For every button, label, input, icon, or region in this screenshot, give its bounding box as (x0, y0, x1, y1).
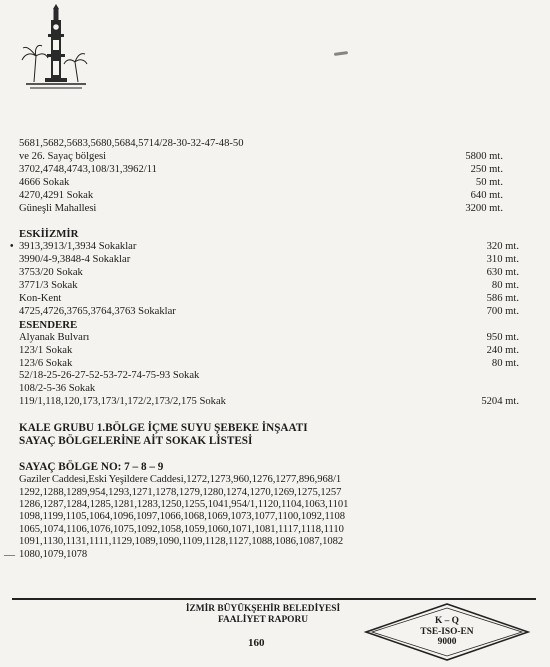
section-heading: ESKİİZMİR (19, 228, 79, 241)
list-row (19, 241, 519, 254)
length-value: 5204 mt. (481, 396, 519, 408)
kale-title-line-2: SAYAÇ BÖLGELERİNE AİT SOKAK LİSTESİ (19, 435, 253, 448)
footer-rule (12, 598, 536, 600)
street-label: 119/1,118,120,173,173/1,172/2,173/2,175 Sokak (19, 396, 226, 408)
list-row (19, 267, 519, 280)
list-row (19, 332, 519, 345)
margin-mark: • (10, 241, 14, 252)
street-line: 1080,1079,1078 (19, 548, 88, 560)
list-row (19, 306, 519, 319)
street-label: 5681,5682,5683,5680,5684,5714/28-30-32-47-48-50 (19, 138, 244, 149)
list-row (19, 383, 519, 396)
street-number-list (19, 474, 504, 561)
list-row (19, 138, 519, 151)
street-label: 123/6 Sokak (19, 357, 73, 369)
list-row (19, 293, 519, 306)
section-1-list (19, 138, 519, 215)
list-row (19, 164, 519, 177)
section-heading: ESENDERE (19, 318, 78, 331)
length-value (439, 383, 519, 396)
length-value: 250 mt. (470, 163, 503, 175)
street-label: 52/18-25-26-27-52-53-72-74-75-93 Sokak (19, 370, 200, 382)
length-value: 80 mt. (491, 357, 519, 369)
street-label: Kon-Kent (19, 292, 62, 304)
length-value: 5800 mt. (465, 150, 503, 162)
length-value (423, 138, 519, 151)
list-row (19, 151, 519, 164)
list-row (19, 370, 519, 383)
quality-badge-text (362, 616, 532, 648)
length-value: 640 mt. (470, 189, 503, 201)
length-value: 3200 mt. (465, 202, 503, 214)
length-value: 50 mt. (475, 176, 503, 188)
length-value: 950 mt. (486, 331, 519, 343)
badge-line-3: 9000 (437, 637, 457, 647)
footer-org-line-1: İZMİR BÜYÜKŞEHİR BELEDİYESİ (185, 604, 341, 614)
length-value: 700 mt. (486, 305, 519, 317)
badge-line-2: TSE-ISO-EN (420, 626, 474, 637)
length-value: 240 mt. (486, 344, 519, 356)
margin-dash: — (4, 549, 15, 561)
street-line: 1091,1130,1131,1111,1129,1089,1090,1109,1128,1127,1088,1086,1087,1082 (19, 536, 344, 548)
street-label: 4666 Sokak (19, 176, 70, 188)
street-line: 1292,1288,1289,954,1293,1271,1278,1279,1280,1274,1270,1269,1275,1257 (19, 486, 342, 498)
list-row (19, 280, 519, 293)
footer-org (168, 604, 358, 626)
street-label: 3913,3913/1,3934 Sokaklar (19, 241, 137, 253)
length-value: 80 mt. (491, 280, 519, 292)
length-value: 310 mt. (486, 254, 519, 266)
clock-tower-logo-icon (20, 4, 88, 92)
kale-section (19, 422, 519, 561)
list-row (19, 396, 519, 409)
list-row (19, 254, 519, 267)
list-row (19, 177, 519, 190)
street-label: Alyanak Bulvarı (19, 331, 90, 343)
length-value (439, 370, 519, 383)
section-3-list (19, 319, 519, 409)
street-label: 3990/4-9,3848-4 Sokaklar (19, 254, 131, 266)
length-value: 320 mt. (486, 241, 519, 253)
list-row (19, 345, 519, 358)
footer-org-line-2: FAALİYET RAPORU (217, 615, 309, 625)
street-label: 3771/3 Sokak (19, 280, 78, 292)
list-row (19, 190, 519, 203)
street-label: Güneşli Mahallesi (19, 202, 97, 214)
scan-smudge (334, 51, 348, 56)
list-row (19, 358, 519, 371)
length-value: 586 mt. (486, 292, 519, 304)
street-label: 123/1 Sokak (19, 344, 73, 356)
kale-title-line-1: KALE GRUBU 1.BÖLGE İÇME SUYU ŞEBEKE İNŞAATI (19, 422, 308, 435)
street-label: 108/2-5-36 Sokak (19, 383, 96, 395)
region-heading: SAYAÇ BÖLGE NO: 7 – 8 – 9 (19, 461, 164, 474)
street-label: 4725,4726,3765,3764,3763 Sokaklar (19, 305, 176, 317)
page-number: 160 (248, 637, 265, 649)
street-line: 1098,1199,1105,1064,1096,1097,1066,1068,1069,1073,1077,1100,1092,1108 (19, 511, 346, 523)
street-line: Gaziler Caddesi,Eski Yeşildere Caddesi,1272,1273,960,1276,1277,896,968/1 (19, 474, 342, 486)
street-label: 4270,4291 Sokak (19, 189, 94, 201)
street-label: 3702,4748,4743,108/31,3962/11 (19, 163, 157, 175)
length-value: 630 mt. (486, 267, 519, 279)
street-line: 1065,1074,1106,1076,1075,1092,1058,1059,1060,1071,1081,1117,1118,1110 (19, 523, 344, 535)
list-row (19, 203, 519, 216)
street-label: ve 26. Sayaç bölgesi (19, 150, 107, 162)
badge-line-1: K – Q (435, 616, 459, 626)
report-content (19, 138, 519, 561)
street-label: 3753/20 Sokak (19, 267, 83, 279)
street-line: 1286,1287,1284,1285,1281,1283,1250,1255,1041,954/1,1120,1104,1063,1101 (19, 498, 349, 510)
section-2-list (19, 228, 519, 318)
